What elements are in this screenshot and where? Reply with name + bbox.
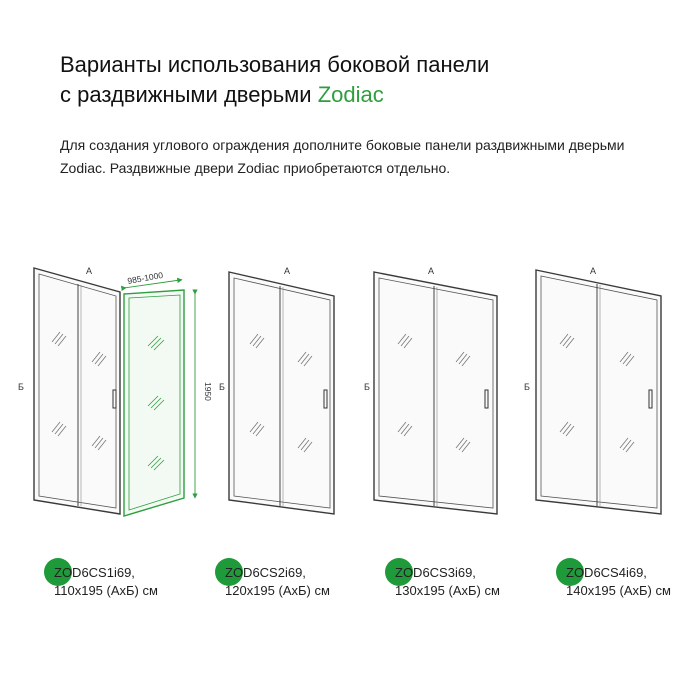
title-line-1: Варианты использования боковой панели	[60, 52, 490, 77]
model-size: 120x195 (АхБ) см	[225, 583, 330, 598]
intro-paragraph: Для создания углового ограждения дополните боковые панели раздвижными дверьми Zodiac. Раздвижные двери Zodiac приобретаются отдельно.	[60, 137, 625, 176]
model-size: 140x195 (АхБ) см	[566, 583, 671, 598]
side-width-dimension: 985-1000	[126, 269, 164, 286]
model-code: ZOD6CS4i69,	[566, 565, 647, 580]
model-card-2	[225, 564, 375, 600]
diagram-3-width-label: А	[428, 266, 435, 276]
model-card-3	[395, 564, 545, 600]
model-code: ZOD6CS3i69,	[395, 565, 476, 580]
diagram-3-height-label: Б	[364, 382, 370, 392]
diagram-2-height-label: Б	[219, 382, 225, 392]
diagram-4-width-label: А	[590, 266, 597, 276]
diagram-4-height-label: Б	[524, 382, 530, 392]
side-height-dimension: 1950	[203, 382, 213, 401]
model-size: 130x195 (АхБ) см	[395, 583, 500, 598]
title-line-2	[60, 80, 660, 110]
model-card-1	[54, 564, 204, 600]
model-card-4	[566, 564, 700, 600]
brand-name: Zodiac	[317, 82, 384, 107]
shower-diagrams	[0, 250, 700, 540]
diagram-2-sliding-door	[219, 266, 334, 514]
model-code: ZOD6CS1i69,	[54, 565, 135, 580]
title-line-2-prefix: с раздвижными дверьми	[60, 82, 318, 107]
diagram-1-width-label: А	[86, 266, 93, 276]
diagrams-area	[0, 250, 700, 540]
diagram-3-sliding-door	[364, 266, 497, 514]
model-code: ZOD6CS2i69,	[225, 565, 306, 580]
diagram-1-height-label: Б	[18, 382, 24, 392]
diagram-4-sliding-door	[524, 266, 661, 514]
model-size: 110x195 (АхБ) см	[54, 583, 158, 598]
diagram-2-width-label: А	[284, 266, 291, 276]
diagram-1-door-with-side-panel	[18, 266, 213, 516]
page-title	[60, 50, 660, 110]
